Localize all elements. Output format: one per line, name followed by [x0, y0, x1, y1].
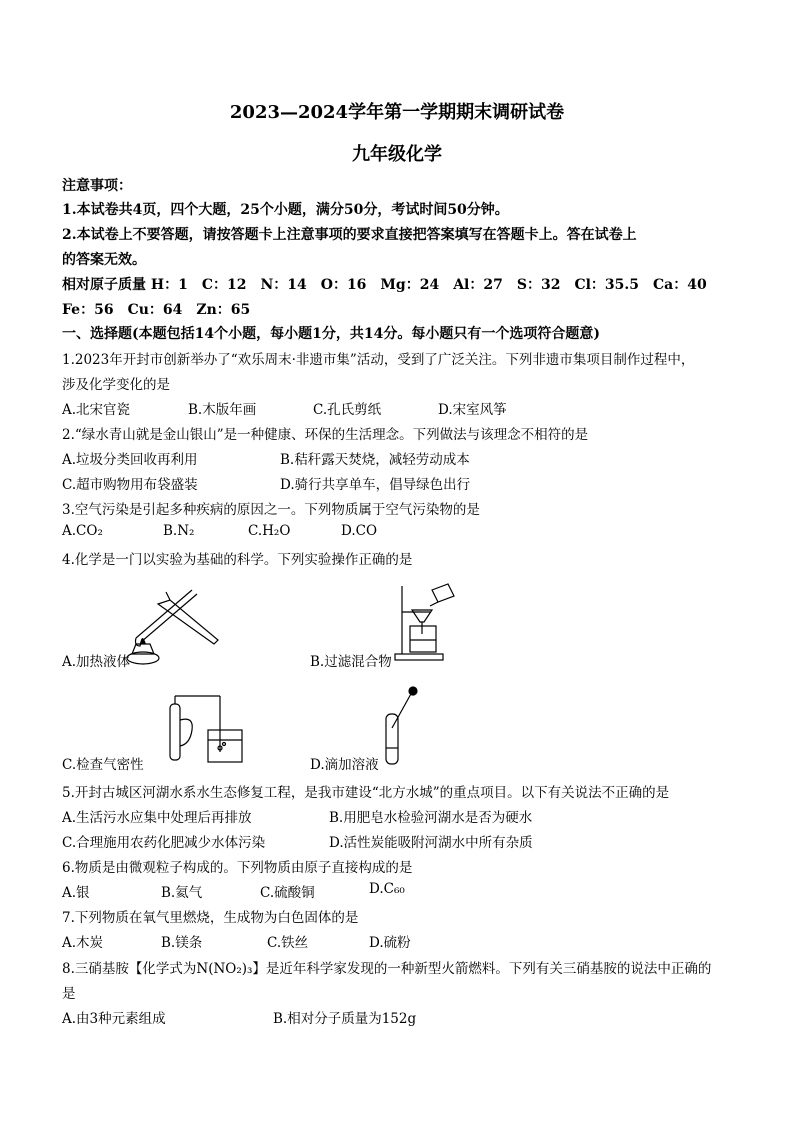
option-d[interactable]: D.宋室风筝	[438, 402, 507, 418]
option-b[interactable]: B.相对分子质量为152g	[273, 1011, 417, 1027]
airtightness-figure	[150, 690, 260, 770]
question-8-stem-cont: 是	[62, 986, 76, 1002]
exam-title: 2023—2024学年第一学期期末调研试卷	[229, 102, 565, 123]
notice-item-2: 2.本试卷上不要答题，请按答题卡上注意事项的要求直接把答案填写在答题卡上。答在试卷上	[62, 227, 637, 243]
question-2-stem: 2.“绿水青山就是金山银山”是一种健康、环保的生活理念。下列做法与该理念不相符的是	[62, 427, 589, 443]
option-b[interactable]: B.镁条	[161, 935, 203, 951]
option-a[interactable]: A.垃圾分类回收再利用	[62, 452, 198, 468]
question-4-option-a[interactable]: A.加热液体	[62, 654, 131, 670]
heating-liquid-figure	[118, 580, 222, 668]
exam-subtitle: 九年级化学	[352, 144, 442, 165]
option-b[interactable]: B.用肥皂水检验河湖水是否为硬水	[329, 810, 533, 826]
option-c[interactable]: C.合理施用农药化肥减少水体污染	[62, 835, 266, 851]
option-c[interactable]: C.孔氏剪纸	[313, 402, 382, 418]
question-4-stem: 4.化学是一门以实验为基础的科学。下列实验操作正确的是	[62, 552, 413, 568]
question-3-stem: 3.空气污染是引起多种疾病的原因之一。下列物质属于空气污染物的是	[62, 502, 480, 518]
question-5-stem: 5.开封古城区河湖水系水生态修复工程，是我市建设“北方水城”的重点项目。以下有关说法不正确的是	[62, 785, 670, 801]
option-a[interactable]: A.北宋官瓷	[62, 402, 131, 418]
question-1-stem-cont: 涉及化学变化的是	[62, 377, 170, 393]
option-b[interactable]: B.N₂	[163, 523, 195, 539]
filtration-figure	[392, 582, 464, 662]
notice-item-1: 1.本试卷共4页，四个大题，25个小题，满分50分，考试时间50分钟。	[62, 202, 509, 218]
atomic-masses-line-1: 相对原子质量 H：1 C：12 N：14 O：16 Mg：24 Al：27 S：32 Cl：35.5 Ca：40	[62, 277, 707, 293]
question-7-stem: 7.下列物质在氧气里燃烧，生成物为白色固体的是	[62, 910, 359, 926]
option-d[interactable]: D.C₆₀	[369, 881, 405, 897]
option-b[interactable]: B.木版年画	[188, 402, 257, 418]
option-c[interactable]: C.H₂O	[248, 523, 291, 539]
option-d[interactable]: D.活性炭能吸附河湖水中所有杂质	[329, 835, 533, 851]
question-8-stem: 8.三硝基胺【化学式为N(NO₂)₃】是近年科学家发现的一种新型火箭燃料。下列有关三硝基胺的说法中正确的	[62, 961, 712, 977]
option-c[interactable]: C.硫酸铜	[260, 885, 315, 901]
option-c[interactable]: C.超市购物用布袋盛装	[62, 477, 198, 493]
question-4-option-b[interactable]: B.过滤混合物	[310, 654, 392, 670]
option-d[interactable]: D.硫粉	[369, 935, 411, 951]
question-4-option-d[interactable]: D.滴加溶液	[310, 757, 379, 773]
option-a[interactable]: A.木炭	[62, 935, 104, 951]
dropping-figure	[382, 686, 422, 768]
option-b[interactable]: B.氦气	[161, 885, 203, 901]
section-heading: 一、选择题(本题包括14个小题，每小题1分，共14分。每小题只有一个选项符合题意)	[62, 326, 600, 342]
atomic-masses-line-2: Fe：56 Cu：64 Zn：65	[62, 302, 251, 318]
notice-item-2-cont: 的答案无效。	[62, 252, 146, 268]
option-d[interactable]: D.CO	[341, 523, 378, 539]
option-a[interactable]: A.由3种元素组成	[62, 1011, 166, 1027]
question-1-stem: 1.2023年开封市创新举办了“欢乐周末·非遗市集”活动，受到了广泛关注。下列非遗市集项目制作过程中，	[62, 352, 695, 368]
option-a[interactable]: A.CO₂	[62, 523, 103, 539]
question-4-option-c[interactable]: C.检查气密性	[62, 757, 144, 773]
option-c[interactable]: C.铁丝	[267, 935, 309, 951]
option-a[interactable]: A.银	[62, 885, 90, 901]
option-a[interactable]: A.生活污水应集中处理后再排放	[62, 810, 252, 826]
option-b[interactable]: B.秸秆露天焚烧，减轻劳动成本	[280, 452, 470, 468]
option-d[interactable]: D.骑行共享单车，倡导绿色出行	[280, 477, 471, 493]
notice-heading: 注意事项：	[62, 178, 132, 194]
question-6-stem: 6.物质是由微观粒子构成的。下列物质由原子直接构成的是	[62, 860, 413, 876]
